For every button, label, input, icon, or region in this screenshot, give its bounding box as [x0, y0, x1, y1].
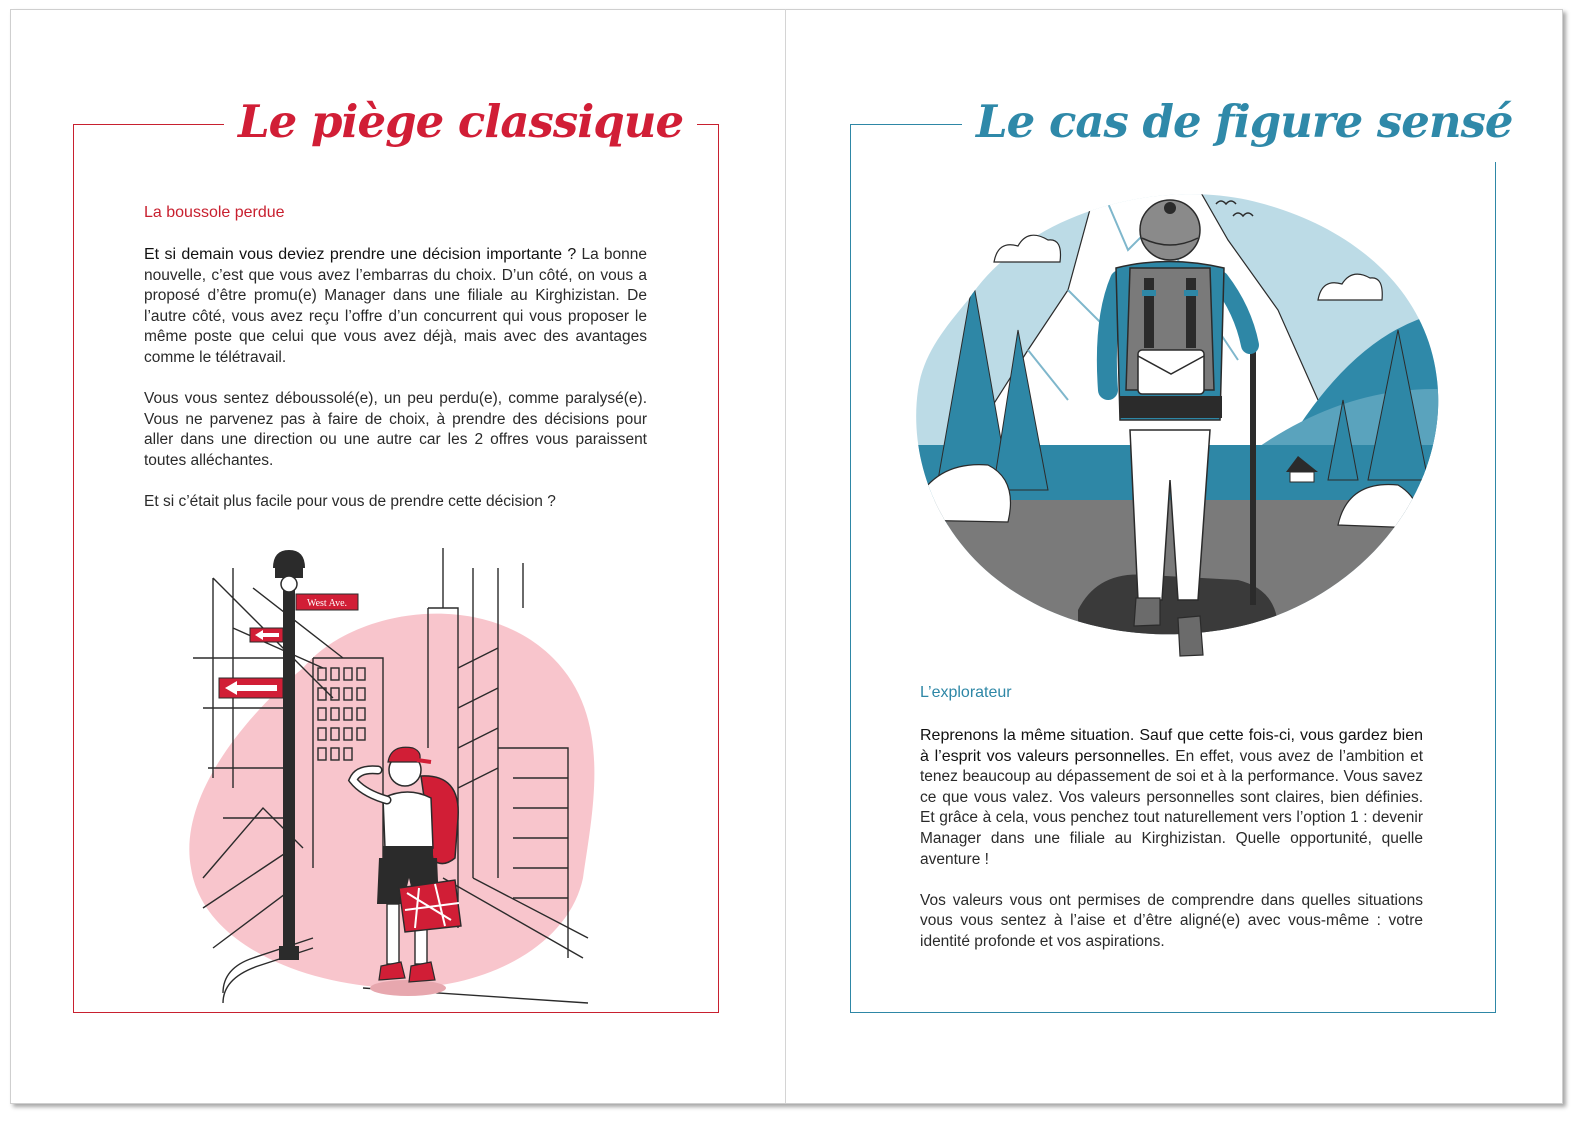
right-page-title: Le cas de figure sensé [962, 82, 1527, 162]
svg-text:West Ave.: West Ave. [306, 598, 348, 609]
left-page-body [144, 245, 647, 533]
street-sign-west-ave [296, 594, 358, 610]
left-page-subheading: La boussole perdue [144, 204, 285, 221]
left-paragraph-3: Et si c’était plus facile pour vous de prendre cette décision ? [144, 493, 556, 511]
right-lead-sentence: Reprenons la même situation. Sauf que cette fois-ci, vous gardez bien à l’esprit vos valeurs personnelles. [920, 727, 1423, 765]
right-page-subheading: L’explorateur [920, 684, 1012, 701]
right-paragraph-1-text: En effet, vous avez de l’ambition et tenez beaucoup au dépassement de soi et à la performance. Vous savez ce que vous valez. Vos valeurs personnelles sont claires, bien définies. Et grâce à cela, vous penchez tout naturellement vers l’option 1 : devenir Manager dans une filiale au Kirghizistan. Quelle opportunité, quelle aventure ! [920, 747, 1424, 868]
right-paragraph-2: Vos valeurs vous ont permises de comprendre dans quelles situations vous vous sentez à l’aise et d’être aligné(e) avec vous-même : votre identité profonde et vos aspirations. [920, 891, 1423, 950]
left-page-title: Le piège classique [224, 82, 697, 162]
explorer-illustration [898, 160, 1458, 665]
page-fold [785, 9, 786, 1103]
left-lead-question: Et si demain vous deviez prendre une décision importante ? [144, 246, 577, 263]
right-paragraph-1 [920, 726, 1423, 870]
arrow-sign-large [219, 678, 283, 698]
right-page-body [920, 726, 1423, 973]
lost-traveler-illustration [183, 548, 603, 1008]
left-paragraph-1 [144, 245, 647, 369]
arrow-sign-small [250, 628, 283, 642]
left-paragraph-1-text: La bonne nouvelle, c’est que vous avez l’embarras du choix. D’un côté, on vous a proposé d’être promu(e) Manager dans une filiale au Kirghizistan. De l’autre côté, vous avez reçu l’offre d’un concurrent qui vous proposer le même poste que celui que vous avez déjà, mais avec des avantages comme le télétravail. [144, 246, 647, 366]
left-paragraph-2: Vous vous sentez déboussolé(e), un peu perdu(e), comme paralysé(e). Vous ne parvenez pas à faire de choix, à prendre des décisions pour aller dans une direction ou une autre car les 2 offres vous paraissent toutes alléchantes. [144, 390, 647, 469]
